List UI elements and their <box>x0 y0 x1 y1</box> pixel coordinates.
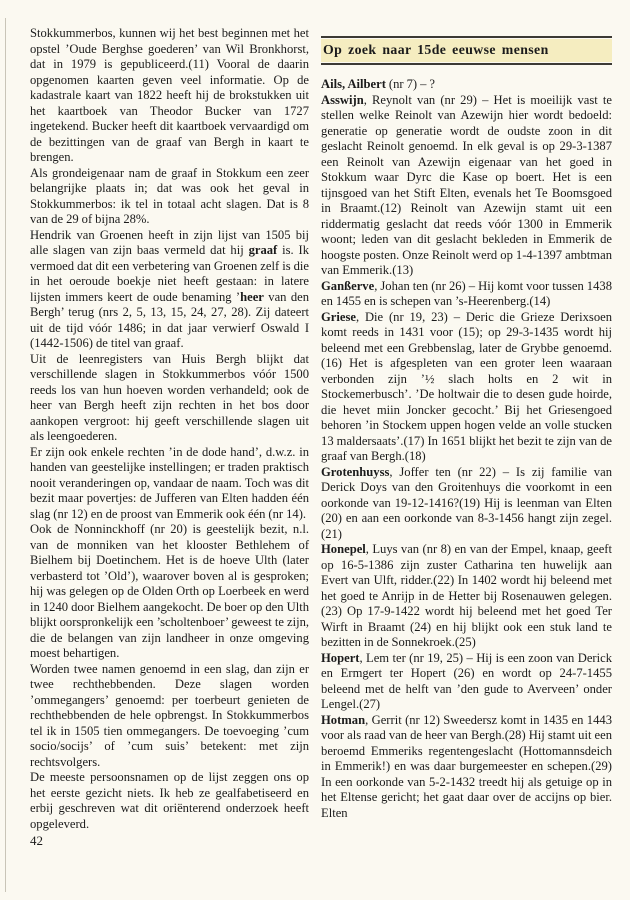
heading-highlight <box>321 39 612 62</box>
paragraph: Er zijn ook enkele rechten ’in de dode hand’, d.w.z. in handen van geestelijke instellingen; er traden praktisch nooit veranderingen op, vandaar de naam. Toch was dit bezit maar povertjes: de Jufferen van Elten hadden één slag (nr 12) en de proost van Emmerik ook één (nr 14). <box>30 444 310 521</box>
entry: Hopert, Lem ter (nr 19, 25) – Hij is een zoon van Derick en Ermgert ter Hopert (26) en wordt op 24-7-1455 beleend met de helft van ’den gude to Averveen’ onder Lengel.(27) <box>321 650 612 711</box>
section-heading: Op zoek naar 15de eeuwse mensen <box>323 42 549 57</box>
heading-rule-top <box>321 36 612 38</box>
entry: Hotman, Gerrit (nr 12) Sweedersz komt in 1435 en 1443 voor als raad van de heer van Bergh.(28) Hij stamt uit een beroemd Emmeriks regentengeslacht (Hottomannsdeich in Emmerik!) en was daar burgemeester en schepen.(29) In een oorkonde van 5-2-1432 treedt hij als getuige op in het Eltense gericht; het gaat daar over de accijns op bier. Elten <box>321 712 612 820</box>
paragraph: Als grondeigenaar nam de graaf in Stokkum een zeer belangrijke plaats in; dat was ook het geval in Stokkummerbos: ik tel in totaal acht slagen. Dat is 8 van de 29 of bijna 28%. <box>30 165 310 226</box>
paragraph: Hendrik van Groenen heeft in zijn lijst van 1505 bij alle slagen van zijn baas vermeld dat hij graaf is. Ik vermoed dat dit een verbetering van Groenen zelf is die in het oeroude boekje niet heeft gestaan: in latere lijsten immers keert de oude benaming ’heer van den Bergh’ terug (nrs 2, 5, 13, 15, 24, 27, 28). Zij dateert uit de tijd vóór 1486; in dat jaar verwierf Oswald I (1442-1506) de titel van graaf. <box>30 227 310 350</box>
entry: Asswijn, Reynolt van (nr 29) – Het is moeilijk vast te stellen welke Reinolt van Azewijn hier wordt bedoeld: generatie op generatie wordt de oudste zoon in dit geslacht Reinolt genoemd. In elk geval is op 29-3-1387 een Reinolt van Azewijn eigenaar van het goed in Stokkum waar Dyrc die Kase op boert. Het is een tijnsgoed van het Stift Elten, evenals het Te Boomsgoed in Braamt.(12) Reinolt van Azewijn stamt uit een riddermatig geslacht dat reeds vóór 1300 in Emmerik woont; leden van dit geslacht bekleden in Emmerik de hoogste posten. Onze Reinolt werd op 1-4-1397 ambtman van Emmerik.(13) <box>321 92 612 277</box>
entry: Honepel, Luys van (nr 8) en van der Empel, knaap, geeft op 16-5-1386 zijn zuster Catharina ten huwelijk aan Evert van Ulft, ridder.(22) In 1402 wordt hij beleend met het goed te Anrijp in de Hetter bij Rosenauwen gelegen.(23) Op 17-9-1422 wordt hij beleend met het goed Ter Wirft in Braamt (24) en hij blijkt ook een stuk land te bezitten in de Sonnekroek.(25) <box>321 542 612 649</box>
scan-edge-line <box>5 18 6 892</box>
entries-list <box>321 77 612 821</box>
entry: Ganßerve, Johan ten (nr 26) – Hij komt voor tussen 1438 en 1455 en is schepen van ’s-Heerenberg.(14) <box>321 278 612 308</box>
heading-rule-bottom <box>321 63 612 65</box>
left-column-text <box>30 26 309 832</box>
right-column <box>321 26 612 848</box>
entry: Ails, Ailbert (nr 7) – ? <box>321 77 435 91</box>
entry: Grotenhuyss, Joffer ten (nr 22) – Is zij familie van Derick Doys van den Groitenhuys die voorkomt in een oorkonde van 19-12-1416?(19) Hij is leenman van Elten (20) en aan een oorkonde van 8-3-1456 hangt zijn zegel.(21) <box>321 464 612 541</box>
paragraph: Ook de Nonninckhoff (nr 20) is geestelijk bezit, n.l. van de monniken van het klooster Bethlehem of Bielhem bij Doetinchem. Het is de hoeve Ulth (later verbasterd tot ’Old’), waarover boven al is gesproken; hij was gelegen op de Olden Orth op Loerbeek en werd in 1240 door Bielhem aangekocht. De boer op den Ulth blijkt oorspronkelijk een ’scholtenboer’ geweest te zijn, die de belangen van zijn landheer in onze omgeving moest behartigen. <box>30 522 310 660</box>
entry: Griese, Die (nr 19, 23) – Deric die Grieze Derixsoen komt reeds in 1431 voor (15); op 29-3-1435 wordt hij beleend met een Grebbenslag, later de Grybbe genoemd. (16) Het is afgespleten van een groter leen waaraan verbonden zijn ’½ slach holts en 2 wit in Stockemerbusch’. ’De holtwair die to desen gude hoirde, die hevet miin Joncker gecocht.’ Bij het Griesengoed behoren ’in Stockem uppen hogen velde an volle stucken 13 maldersaats’.(17) In 1651 blijkt het bezit te zijn van de graaf van Bergh.(18) <box>321 309 612 463</box>
section-heading-block <box>321 36 612 65</box>
page-number: 42 <box>30 832 43 848</box>
left-column <box>30 26 309 848</box>
paragraph: De meeste persoonsnamen op de lijst zeggen ons op het eerste gezicht niets. Ik heb ze gealfabetiseerd en erbij geschreven wat dit oriënterend onderzoek heeft opgeleverd. <box>30 770 310 831</box>
paragraph: Worden twee namen genoemd in een slag, dan zijn er twee rechthebbenden. Deze slagen worden ’ommegangers’ genoemd: per toerbeurt genieten de rechthebbenden de hele opbrengst. In Stokkummerbos tel ik in 1505 tien ommegangers. De toevoeging ’cum socio/socijs’ of ’cum suis’ betekent: met zijn rechtsvolgers. <box>30 661 310 769</box>
paragraph: Stokkummerbos, kunnen wij het best beginnen met het opstel ’Oude Berghse goederen’ van Wil Bronkhorst, dat in 1979 is gepubliceerd.(11) Vooral de daarin opgenomen kaarten geven veel informatie. Op de kadastrale kaart van 1822 heeft hij de brokstukken uit het kaartboek van Theodor Bucker van 1727 ingetekend. Bucker heeft dit kaartboek vervaardigd om de bezittingen van de graaf van Bergh in kaart te brengen. <box>30 26 310 164</box>
paragraph: Uit de leenregisters van Huis Bergh blijkt dat verschillende slagen in Stokkummerbos vóór 1500 reeds los van hun hoeven worden verhandeld; ook de heer van Bergh heeft zijn rechten in het bos door aankopen vergroot: hij geeft verschillende slagen uit als leengoederen. <box>30 351 310 443</box>
